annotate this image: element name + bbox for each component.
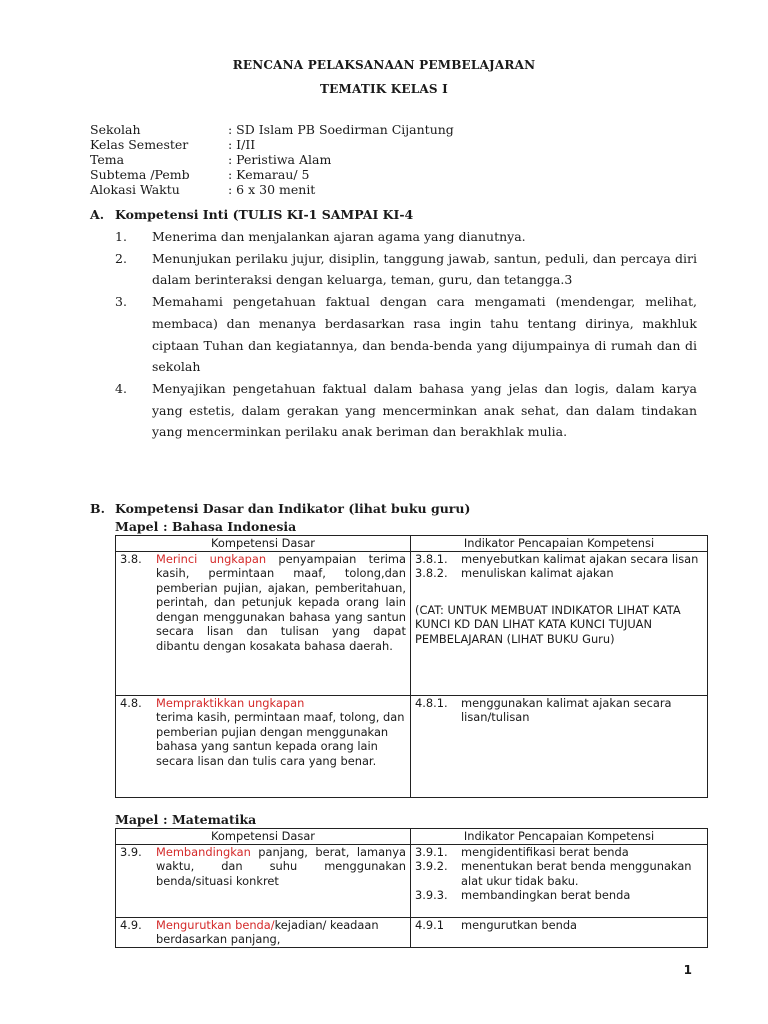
- column-header: Kompetensi Dasar: [116, 829, 411, 845]
- table-cell: [411, 917, 708, 947]
- info-value: : 6 x 30 menit: [228, 182, 316, 197]
- kd-number: 4.9.: [120, 917, 142, 932]
- mapel-value: : Matematika: [163, 812, 257, 827]
- column-header: Kompetensi Dasar: [116, 536, 411, 552]
- mapel-heading: [115, 812, 256, 827]
- item-text: Menyajikan pengetahuan faktual dalam bahasa yang jelas dan logis, dalam karya yang estetis, dalam gerakan yang mencerminkan anak sehat, dan dalam tindakan yang mencerminkan perilaku anak beriman dan berakhlak mulia.: [152, 380, 697, 440]
- kd-number: 3.9.: [120, 844, 142, 859]
- mapel-label: Mapel: [115, 519, 159, 534]
- table-row: [116, 551, 708, 695]
- info-label: Subtema /Pemb: [90, 167, 190, 182]
- item-number: 1.: [115, 229, 127, 244]
- indicator-number: 3.8.2.: [415, 566, 448, 580]
- info-label: Kelas Semester: [90, 137, 189, 152]
- indicator-number: 3.8.1.: [415, 551, 448, 566]
- table-cell: [411, 844, 708, 917]
- indicator-number: 4.9.1: [415, 917, 444, 932]
- table-header-row: [116, 829, 708, 845]
- indicator-text: mengidentifikasi berat benda: [461, 844, 629, 859]
- item-number: 4.: [115, 380, 127, 396]
- mapel-heading: [115, 519, 296, 534]
- table-row: [116, 917, 708, 947]
- column-header: Indikator Pencapaian Kompetensi: [411, 536, 708, 552]
- kompetensi-inti-list: [115, 226, 697, 443]
- table-cell: [116, 844, 411, 917]
- mapel-value: : Bahasa Indonesia: [163, 519, 297, 534]
- section-title: Kompetensi Inti (TULIS KI-1 SAMPAI KI-4: [115, 207, 414, 222]
- indicator-number: 3.9.2.: [415, 859, 448, 873]
- section-a-heading: [90, 207, 413, 222]
- indicator-note: (CAT: UNTUK MEMBUAT INDIKATOR LIHAT KATA KUNCI KD DAN LIHAT KATA KUNCI TUJUAN PEMBELAJARAN (LIHAT BUKU Guru): [415, 602, 681, 646]
- page-number: 1: [683, 963, 692, 977]
- indicator-number: 4.8.1.: [415, 695, 448, 710]
- kd-text: terima kasih, permintaan maaf, tolong, dan pemberian pujian dengan menggunakan bahasa yang santun kepada orang lain secara lisan dan tulis cara yang benar.: [156, 710, 405, 768]
- item-number: 2.: [115, 250, 127, 266]
- table-cell: [411, 695, 708, 797]
- kd-text: panjang, berat, lamanya waktu, dan suhu menggunakan benda/situasi konkret: [156, 844, 406, 888]
- indicator-text: menyebutkan kalimat ajakan secara lisan: [461, 551, 699, 566]
- kd-keyword: Membandingkan: [156, 844, 251, 859]
- table-header-row: [116, 536, 708, 552]
- info-label: Alokasi Waktu: [90, 182, 180, 197]
- table-row: [116, 844, 708, 917]
- table-cell: [116, 695, 411, 797]
- kd-text: kejadian/ keadaan berdasarkan panjang,: [156, 917, 379, 946]
- list-item: [115, 248, 697, 291]
- document-title: RENCANA PELAKSANAAN PEMBELAJARAN: [232, 58, 536, 72]
- item-text: Menunjukan perilaku jujur, disiplin, tanggung jawab, santun, peduli, dan percaya diri dalam berinteraksi dengan keluarga, teman, guru, dan tetangga.3: [152, 250, 697, 288]
- table-cell: [116, 917, 411, 947]
- info-value: : Kemarau/ 5: [228, 167, 310, 182]
- info-row: [90, 137, 454, 152]
- indicator-text: menentukan berat benda menggunakan alat ukur tidak baku.: [461, 859, 692, 888]
- table-cell: [411, 551, 708, 695]
- kd-table-bahasa-indonesia: [115, 535, 708, 798]
- kd-keyword: Merinci ungkapan: [156, 551, 267, 566]
- indicator-text: membandingkan berat benda: [461, 888, 631, 902]
- indicator-text: menggunakan kalimat ajakan secara lisan/tulisan: [461, 695, 672, 724]
- kd-keyword: Mengurutkan benda/: [156, 917, 275, 932]
- identity-block: [90, 122, 454, 197]
- section-letter: B.: [90, 501, 105, 516]
- item-number: 3.: [115, 294, 127, 310]
- info-row: [90, 182, 454, 197]
- document-subtitle: TEMATIK KELAS I: [320, 82, 448, 96]
- kd-number: 3.8.: [120, 551, 142, 566]
- indicator-text: menuliskan kalimat ajakan: [461, 566, 614, 580]
- section-title: Kompetensi Dasar dan Indikator (lihat buku guru): [115, 501, 471, 516]
- info-row: [90, 122, 454, 137]
- info-label: Sekolah: [90, 122, 141, 137]
- mapel-label: Mapel: [115, 812, 159, 827]
- list-item: [115, 226, 697, 248]
- indicator-number: 3.9.1.: [415, 844, 448, 859]
- info-row: [90, 152, 454, 167]
- kd-number: 4.8.: [120, 695, 142, 710]
- info-value: : SD Islam PB Soedirman Cijantung: [228, 122, 454, 137]
- column-header: Indikator Pencapaian Kompetensi: [411, 829, 708, 845]
- item-text: Menerima dan menjalankan ajaran agama yang dianutnya.: [152, 229, 526, 244]
- list-item: [115, 378, 697, 443]
- table-cell: [116, 551, 411, 695]
- section-b-heading: [90, 501, 470, 516]
- indicator-number: 3.9.3.: [415, 888, 448, 902]
- info-label: Tema: [90, 152, 125, 167]
- kd-table-matematika: [115, 828, 708, 948]
- info-value: : Peristiwa Alam: [228, 152, 332, 167]
- kd-keyword: Mempraktikkan ungkapan: [156, 695, 305, 710]
- item-text: Memahami pengetahuan faktual dengan cara mengamati (mendengar, melihat, membaca) dan menanya berdasarkan rasa ingin tahu tentang dirinya, makhluk ciptaan Tuhan dan kegiatannya, dan benda-benda yang dijumpainya di rumah dan di sekolah: [152, 294, 697, 375]
- kd-text: penyampaian terima kasih, permintaan maaf, tolong,dan pemberian pujian, ajakan, pemberitahuan, perintah, dan petunjuk kepada orang lain dengan menggunakan bahasa yang santun secara lisan dan tulisan yang dapat dibantu dengan kosakata bahasa daerah.: [156, 551, 406, 653]
- indicator-text: mengurutkan benda: [461, 917, 578, 932]
- table-row: [116, 695, 708, 797]
- info-value: : I/II: [228, 137, 256, 152]
- info-row: [90, 167, 454, 182]
- section-letter: A.: [90, 207, 105, 222]
- list-item: [115, 291, 697, 378]
